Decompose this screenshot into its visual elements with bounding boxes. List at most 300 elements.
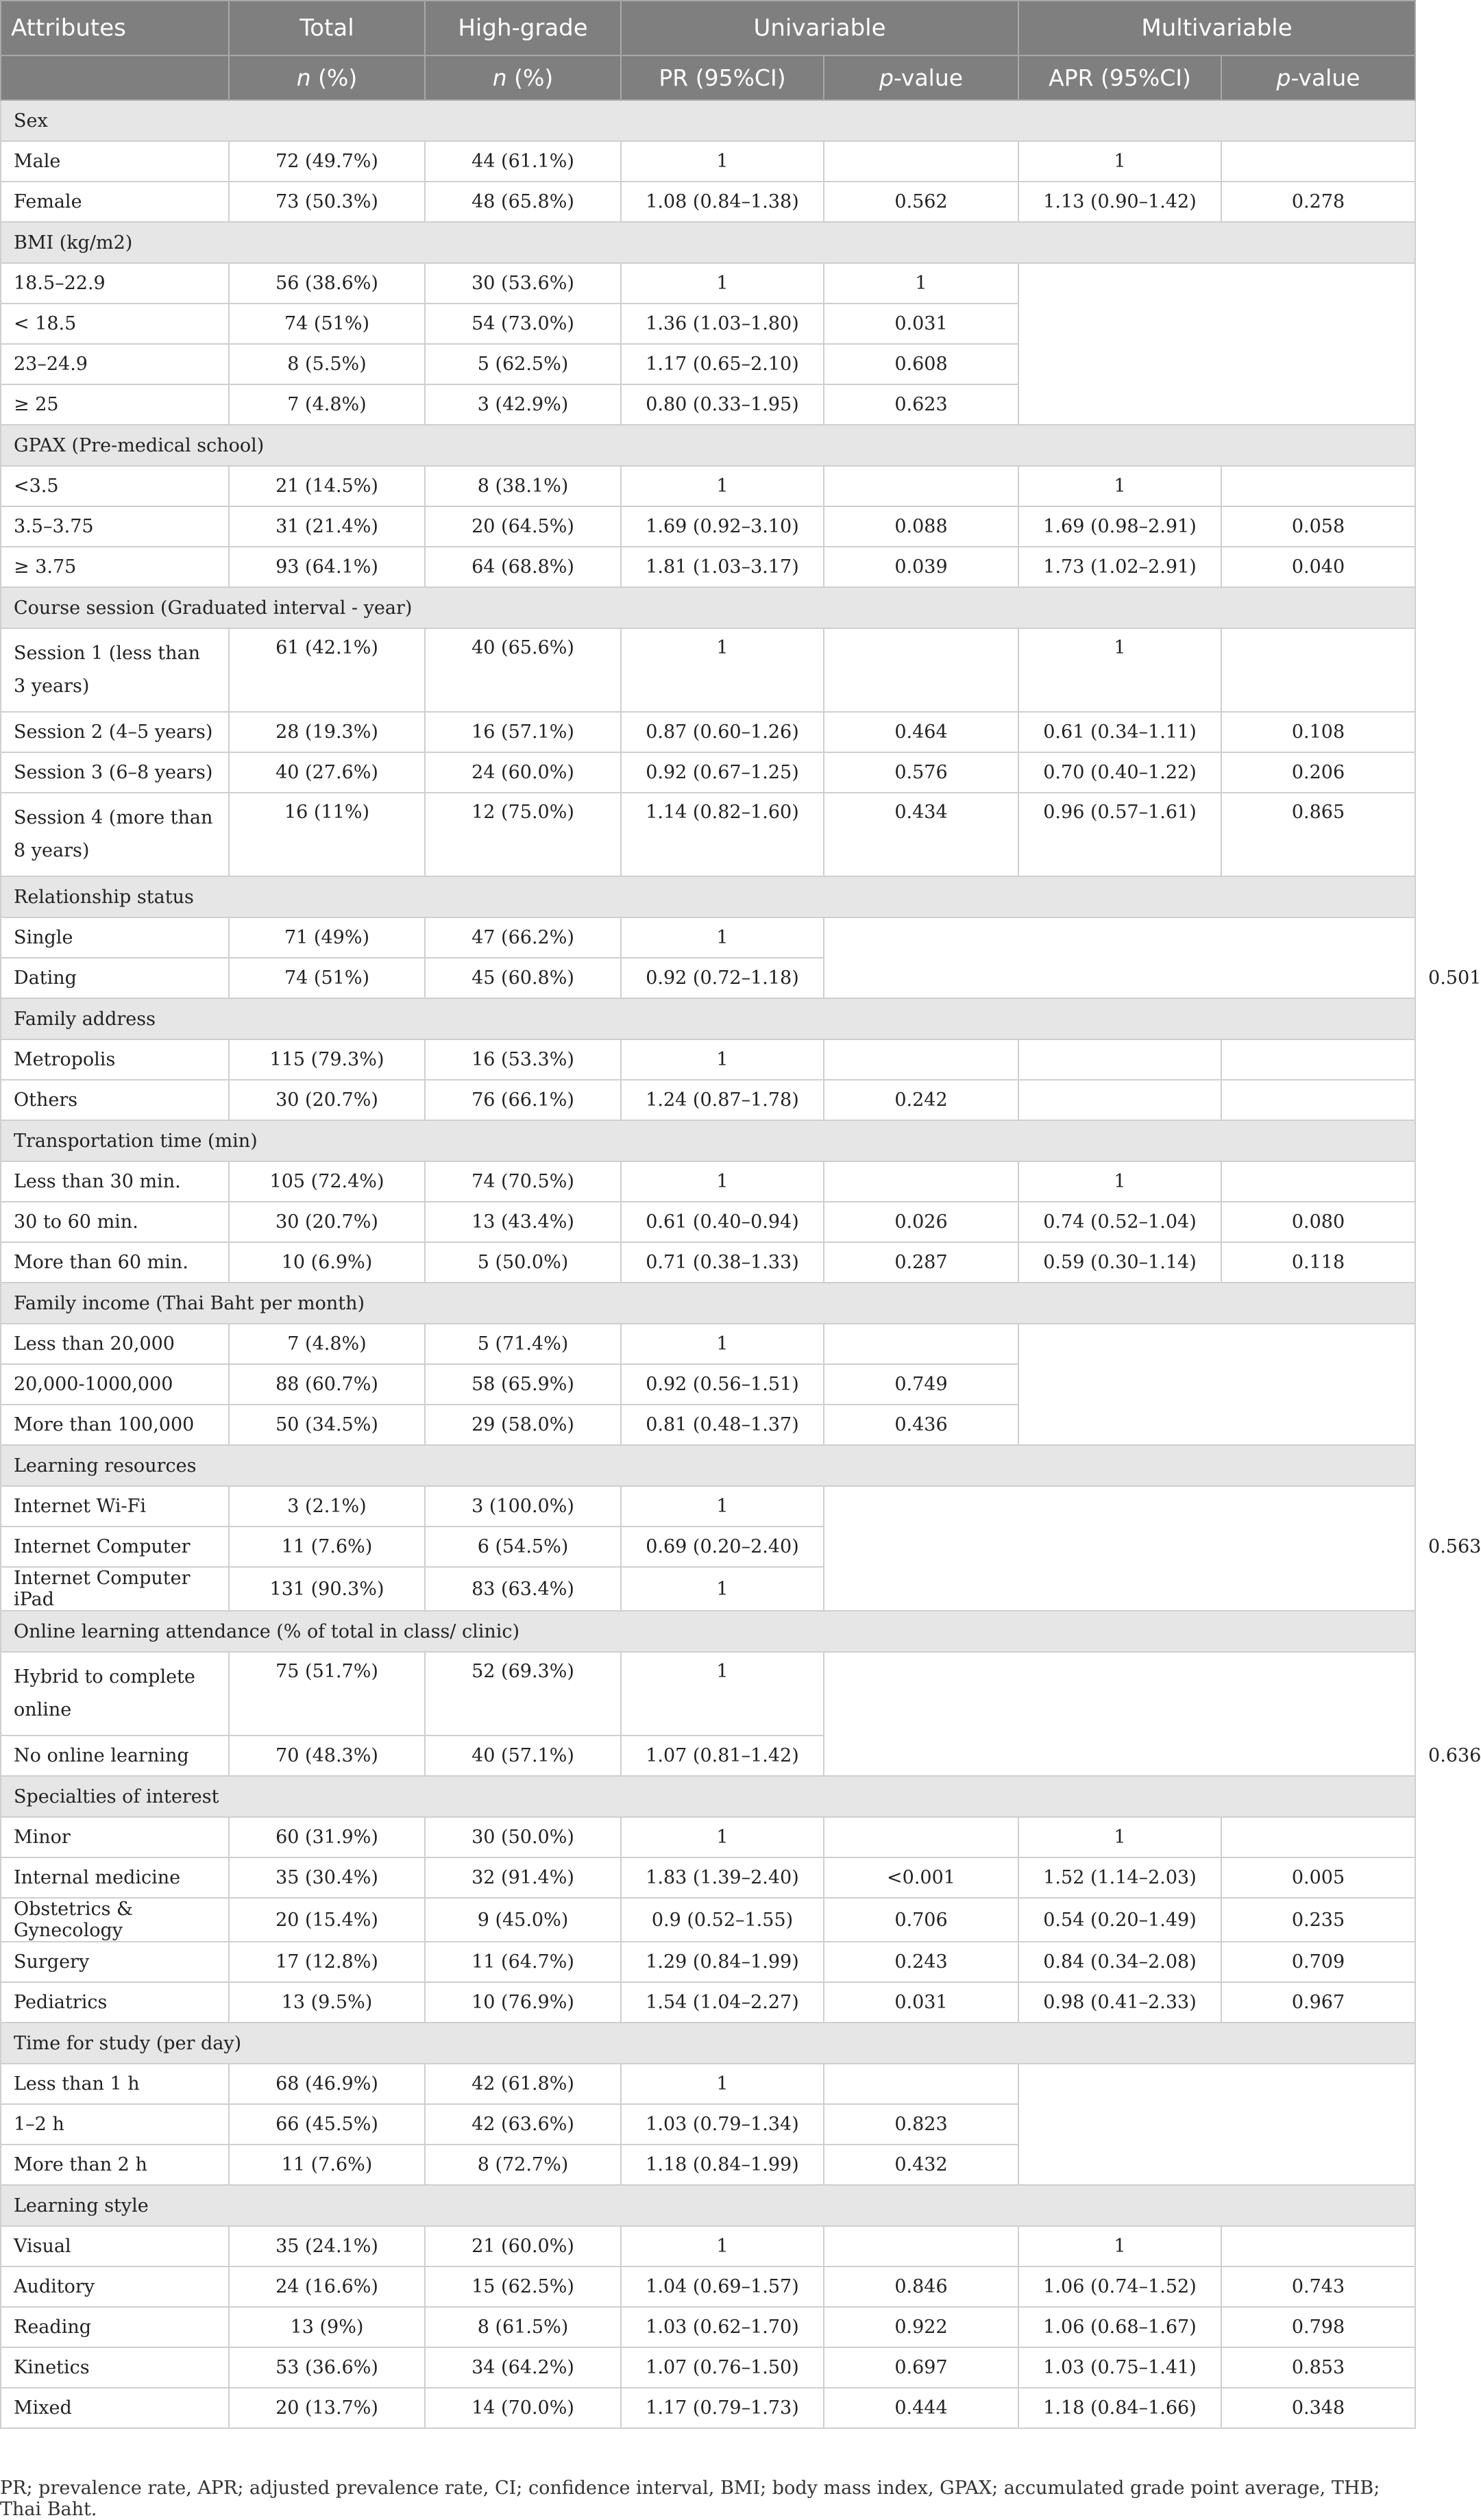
p-value-cell xyxy=(824,141,1018,182)
blank-span-cell xyxy=(824,1652,1415,1776)
row-label: Reading xyxy=(1,2307,229,2347)
total-cell: 31 (21.4%) xyxy=(229,506,425,547)
section-row xyxy=(1,2023,1415,2064)
n-italic: n xyxy=(492,64,507,91)
row-label: Auditory xyxy=(1,2266,229,2307)
p-suffix: -value xyxy=(1290,64,1360,91)
pr-cell: 1 xyxy=(621,1039,824,1080)
table-row xyxy=(1,506,1415,547)
row-label: 23–24.9 xyxy=(1,344,229,384)
pr-cell: 1.69 (0.92–3.10) xyxy=(621,506,824,547)
blank-span-cell xyxy=(1018,263,1415,425)
total-cell: 68 (46.9%) xyxy=(229,2064,425,2104)
total-cell: 131 (90.3%) xyxy=(229,1567,425,1611)
high-grade-cell: 40 (57.1%) xyxy=(425,1735,621,1776)
pr-cell: 1 xyxy=(621,141,824,182)
pct-suffix: (%) xyxy=(310,64,358,91)
pr-cell: 1 xyxy=(621,1817,824,1857)
pr-cell: 1.07 (0.76–1.50) xyxy=(621,2347,824,2388)
row-label: Surgery xyxy=(1,1942,229,1982)
header-p-value xyxy=(824,55,1018,100)
adj-p-value-cell: 0.005 xyxy=(1221,1857,1415,1898)
pr-cell: 1 xyxy=(621,628,824,712)
total-cell: 16 (11%) xyxy=(229,793,425,876)
p-value-cell: 0.922 xyxy=(824,2307,1018,2347)
section-title: Relationship status xyxy=(1,876,1415,917)
pr-cell: 1.04 (0.69–1.57) xyxy=(621,2266,824,2307)
adj-p-value-cell: 0.040 xyxy=(1221,547,1415,587)
high-grade-cell: 15 (62.5%) xyxy=(425,2266,621,2307)
p-value-cell: 0.562 xyxy=(824,182,1018,222)
high-grade-cell: 11 (64.7%) xyxy=(425,1942,621,1982)
high-grade-cell: 20 (64.5%) xyxy=(425,506,621,547)
header-row-1 xyxy=(1,1,1415,55)
section-row xyxy=(1,1445,1415,1486)
row-label: Others xyxy=(1,1080,229,1120)
table-row xyxy=(1,2266,1415,2307)
p-value-cell: 0.243 xyxy=(824,1942,1018,1982)
row-label: Internet Computer iPad xyxy=(1,1567,229,1611)
n-italic: n xyxy=(296,64,311,91)
row-label: Session 2 (4–5 years) xyxy=(1,712,229,752)
row-label: ≥ 3.75 xyxy=(1,547,229,587)
row-label: ≥ 25 xyxy=(1,384,229,425)
apr-cell: 0.84 (0.34–2.08) xyxy=(1018,1942,1221,1982)
section-row xyxy=(1,876,1415,917)
table-row: Dating 74 (51%) 45 (60.8%) 0.92 (0.72–1.18) 0.501 xyxy=(1,958,1415,998)
section-title: GPAX (Pre-medical school) xyxy=(1,425,1415,466)
pr-cell: 1.36 (1.03–1.80) xyxy=(621,304,824,344)
total-cell: 13 (9%) xyxy=(229,2307,425,2347)
p-value-cell: 0.749 xyxy=(824,1364,1018,1405)
apr-cell: 1.69 (0.98–2.91) xyxy=(1018,506,1221,547)
total-cell: 75 (51.7%) xyxy=(229,1652,425,1735)
apr-cell: 1 xyxy=(1018,141,1221,182)
row-label: Dating xyxy=(1,958,229,998)
table-row xyxy=(1,712,1415,752)
table-row xyxy=(1,917,1415,958)
pr-cell: 1 xyxy=(621,1652,824,1735)
total-cell: 20 (13.7%) xyxy=(229,2388,425,2428)
section-row xyxy=(1,1283,1415,1324)
high-grade-cell: 29 (58.0%) xyxy=(425,1405,621,1445)
apr-cell: 0.59 (0.30–1.14) xyxy=(1018,1242,1221,1283)
row-label: Hybrid to complete online xyxy=(1,1652,229,1735)
p-value-cell: 0.623 xyxy=(824,384,1018,425)
pr-cell: 1 xyxy=(621,263,824,304)
row-label: Session 1 (less than 3 years) xyxy=(1,628,229,712)
section-row xyxy=(1,1776,1415,1817)
adj-p-value-cell xyxy=(1221,466,1415,506)
section-title: Learning resources xyxy=(1,1445,1415,1486)
adj-p-value-cell xyxy=(1221,2226,1415,2266)
table-row xyxy=(1,182,1415,222)
p-value-cell: <0.001 xyxy=(824,1857,1018,1898)
apr-cell: 1 xyxy=(1018,1161,1221,1202)
p-value-cell: 0.697 xyxy=(824,2347,1018,2388)
pct-suffix: (%) xyxy=(506,64,554,91)
total-cell: 74 (51%) xyxy=(229,304,425,344)
apr-cell: 0.98 (0.41–2.33) xyxy=(1018,1982,1221,2023)
row-label: 3.5–3.75 xyxy=(1,506,229,547)
high-grade-cell: 8 (38.1%) xyxy=(425,466,621,506)
header-blank xyxy=(1,55,229,100)
header-total-n xyxy=(229,55,425,100)
p-value-cell: 0.434 xyxy=(824,793,1018,876)
header-multivariable: Multivariable xyxy=(1018,1,1415,55)
section-title: Sex xyxy=(1,100,1415,141)
header-adj-p-value xyxy=(1221,55,1415,100)
p-value-cell: 0.031 xyxy=(824,1982,1018,2023)
total-cell: 11 (7.6%) xyxy=(229,2145,425,2185)
pr-cell: 0.9 (0.52–1.55) xyxy=(621,1898,824,1942)
table-row xyxy=(1,1857,1415,1898)
total-cell: 7 (4.8%) xyxy=(229,384,425,425)
table-row: Internet Computer 11 (7.6%) 6 (54.5%) 0.69 (0.20–2.40) 0.563 xyxy=(1,1527,1415,1567)
total-cell: 72 (49.7%) xyxy=(229,141,425,182)
section-title: Specialties of interest xyxy=(1,1776,1415,1817)
pr-cell: 1.03 (0.79–1.34) xyxy=(621,2104,824,2145)
total-cell: 66 (45.5%) xyxy=(229,2104,425,2145)
total-cell: 50 (34.5%) xyxy=(229,1405,425,1445)
high-grade-cell: 5 (50.0%) xyxy=(425,1242,621,1283)
section-row xyxy=(1,1120,1415,1161)
total-cell: 21 (14.5%) xyxy=(229,466,425,506)
table-row xyxy=(1,1202,1415,1242)
pr-cell: 1.81 (1.03–3.17) xyxy=(621,547,824,587)
table-row xyxy=(1,1942,1415,1982)
pr-cell: 1.14 (0.82–1.60) xyxy=(621,793,824,876)
pr-cell: 1.18 (0.84–1.99) xyxy=(621,2145,824,2185)
high-grade-cell: 6 (54.5%) xyxy=(425,1527,621,1567)
row-label: Less than 1 h xyxy=(1,2064,229,2104)
high-grade-cell: 24 (60.0%) xyxy=(425,752,621,793)
pr-cell: 1 xyxy=(621,1567,824,1611)
table-row xyxy=(1,263,1415,304)
p-value-cell: 0.436 xyxy=(824,1405,1018,1445)
adj-p-value-cell: 0.278 xyxy=(1221,182,1415,222)
adj-p-value-cell xyxy=(1221,1039,1415,1080)
apr-cell: 1.03 (0.75–1.41) xyxy=(1018,2347,1221,2388)
p-value-cell xyxy=(824,628,1018,712)
pr-cell: 1 xyxy=(621,1486,824,1527)
apr-cell: 0.61 (0.34–1.11) xyxy=(1018,712,1221,752)
section-row xyxy=(1,222,1415,263)
apr-cell xyxy=(1018,1080,1221,1120)
total-cell: 20 (15.4%) xyxy=(229,1898,425,1942)
apr-cell: 1 xyxy=(1018,466,1221,506)
p-italic: p xyxy=(879,64,894,91)
adj-p-value-cell: 0.709 xyxy=(1221,1942,1415,1982)
section-title: BMI (kg/m2) xyxy=(1,222,1415,263)
p-value-cell: 0.432 xyxy=(824,2145,1018,2185)
high-grade-cell: 30 (50.0%) xyxy=(425,1817,621,1857)
table-row xyxy=(1,2388,1415,2428)
adj-p-value-cell: 0.853 xyxy=(1221,2347,1415,2388)
p-value-cell: 0.576 xyxy=(824,752,1018,793)
table-row xyxy=(1,141,1415,182)
row-label: <3.5 xyxy=(1,466,229,506)
high-grade-cell: 16 (53.3%) xyxy=(425,1039,621,1080)
pr-cell: 1.17 (0.79–1.73) xyxy=(621,2388,824,2428)
row-label: Female xyxy=(1,182,229,222)
total-cell: 28 (19.3%) xyxy=(229,712,425,752)
high-grade-cell: 64 (68.8%) xyxy=(425,547,621,587)
p-value-cell: 0.026 xyxy=(824,1202,1018,1242)
table-row xyxy=(1,1161,1415,1202)
row-label: Session 4 (more than 8 years) xyxy=(1,793,229,876)
apr-cell: 1 xyxy=(1018,628,1221,712)
row-label: Minor xyxy=(1,1817,229,1857)
total-cell: 74 (51%) xyxy=(229,958,425,998)
pr-cell: 1 xyxy=(621,917,824,958)
total-cell: 35 (24.1%) xyxy=(229,2226,425,2266)
pr-cell: 0.80 (0.33–1.95) xyxy=(621,384,824,425)
section-title: Learning style xyxy=(1,2185,1415,2226)
row-label: No online learning xyxy=(1,1735,229,1776)
adj-p-value-cell: 0.967 xyxy=(1221,1982,1415,2023)
header-row-2 xyxy=(1,55,1415,100)
table-row xyxy=(1,1080,1415,1120)
section-row xyxy=(1,998,1415,1039)
high-grade-cell: 8 (61.5%) xyxy=(425,2307,621,2347)
section-title: Course session (Graduated interval - year) xyxy=(1,587,1415,628)
table-row xyxy=(1,1898,1415,1942)
p-italic: p xyxy=(1276,64,1291,91)
section-row xyxy=(1,100,1415,141)
total-cell: 73 (50.3%) xyxy=(229,182,425,222)
pr-cell: 1.07 (0.81–1.42) xyxy=(621,1735,824,1776)
table-row xyxy=(1,2307,1415,2347)
total-cell: 7 (4.8%) xyxy=(229,1324,425,1364)
adj-p-value-cell xyxy=(1221,1161,1415,1202)
row-label: Less than 20,000 xyxy=(1,1324,229,1364)
section-title: Time for study (per day) xyxy=(1,2023,1415,2064)
high-grade-cell: 40 (65.6%) xyxy=(425,628,621,712)
table-row xyxy=(1,2064,1415,2104)
p-value-cell xyxy=(824,2226,1018,2266)
row-label: Male xyxy=(1,141,229,182)
high-grade-cell: 34 (64.2%) xyxy=(425,2347,621,2388)
adj-p-value-cell: 0.080 xyxy=(1221,1202,1415,1242)
apr-cell xyxy=(1018,1039,1221,1080)
adj-p-value-cell: 0.118 xyxy=(1221,1242,1415,1283)
row-label: Visual xyxy=(1,2226,229,2266)
table-row xyxy=(1,2226,1415,2266)
row-label: Internet Wi-Fi xyxy=(1,1486,229,1527)
p-value-cell xyxy=(824,2064,1018,2104)
adj-p-value-cell: 0.108 xyxy=(1221,712,1415,752)
p-value-cell: 0.464 xyxy=(824,712,1018,752)
apr-cell: 0.70 (0.40–1.22) xyxy=(1018,752,1221,793)
high-grade-cell: 32 (91.4%) xyxy=(425,1857,621,1898)
high-grade-cell: 42 (63.6%) xyxy=(425,2104,621,2145)
adj-p-value-cell: 0.348 xyxy=(1221,2388,1415,2428)
adj-p-value-cell: 0.235 xyxy=(1221,1898,1415,1942)
apr-cell: 0.96 (0.57–1.61) xyxy=(1018,793,1221,876)
pr-cell: 0.81 (0.48–1.37) xyxy=(621,1405,824,1445)
p-value-cell: 0.039 xyxy=(824,547,1018,587)
high-grade-cell: 58 (65.9%) xyxy=(425,1364,621,1405)
header-pr-ci: PR (95%CI) xyxy=(621,55,824,100)
table-row xyxy=(1,2347,1415,2388)
adj-p-value-cell: 0.058 xyxy=(1221,506,1415,547)
total-cell: 88 (60.7%) xyxy=(229,1364,425,1405)
pr-cell: 1 xyxy=(621,2064,824,2104)
high-grade-cell: 13 (43.4%) xyxy=(425,1202,621,1242)
total-cell: 53 (36.6%) xyxy=(229,2347,425,2388)
total-cell: 17 (12.8%) xyxy=(229,1942,425,1982)
pr-cell: 0.71 (0.38–1.33) xyxy=(621,1242,824,1283)
table-row xyxy=(1,1486,1415,1527)
adj-p-value-cell: 0.206 xyxy=(1221,752,1415,793)
pr-cell: 1 xyxy=(621,2226,824,2266)
header-high-n xyxy=(425,55,621,100)
section-title: Family address xyxy=(1,998,1415,1039)
table-row xyxy=(1,1652,1415,1735)
total-cell: 13 (9.5%) xyxy=(229,1982,425,2023)
section-title: Online learning attendance (% of total in class/ clinic) xyxy=(1,1611,1415,1652)
section-row xyxy=(1,2185,1415,2226)
row-label: Mixed xyxy=(1,2388,229,2428)
apr-cell: 1.73 (1.02–2.91) xyxy=(1018,547,1221,587)
total-cell: 8 (5.5%) xyxy=(229,344,425,384)
header-total: Total xyxy=(229,1,425,55)
pr-cell: 1.08 (0.84–1.38) xyxy=(621,182,824,222)
p-suffix: -value xyxy=(893,64,964,91)
high-grade-cell: 76 (66.1%) xyxy=(425,1080,621,1120)
high-grade-cell: 3 (42.9%) xyxy=(425,384,621,425)
row-label: 20,000-1000,000 xyxy=(1,1364,229,1405)
high-grade-cell: 45 (60.8%) xyxy=(425,958,621,998)
pr-cell: 1.17 (0.65–2.10) xyxy=(621,344,824,384)
blank-span-cell xyxy=(1018,1324,1415,1445)
apr-cell: 1.18 (0.84–1.66) xyxy=(1018,2388,1221,2428)
high-grade-cell: 16 (57.1%) xyxy=(425,712,621,752)
row-label: Pediatrics xyxy=(1,1982,229,2023)
adj-p-value-cell xyxy=(1221,141,1415,182)
table-row xyxy=(1,466,1415,506)
pr-cell: 1.03 (0.62–1.70) xyxy=(621,2307,824,2347)
high-grade-cell: 48 (65.8%) xyxy=(425,182,621,222)
row-label: Obstetrics & Gynecology xyxy=(1,1898,229,1942)
row-label: More than 2 h xyxy=(1,2145,229,2185)
pr-cell: 1.83 (1.39–2.40) xyxy=(621,1857,824,1898)
header-apr-ci: APR (95%CI) xyxy=(1018,55,1221,100)
table-row xyxy=(1,752,1415,793)
high-grade-cell: 54 (73.0%) xyxy=(425,304,621,344)
pr-cell: 0.92 (0.72–1.18) xyxy=(621,958,824,998)
row-label: Internal medicine xyxy=(1,1857,229,1898)
table-row xyxy=(1,628,1415,712)
total-cell: 30 (20.7%) xyxy=(229,1202,425,1242)
row-label: Less than 30 min. xyxy=(1,1161,229,1202)
apr-cell: 0.54 (0.20–1.49) xyxy=(1018,1898,1221,1942)
table-row xyxy=(1,793,1415,876)
pr-cell: 0.87 (0.60–1.26) xyxy=(621,712,824,752)
high-grade-cell: 42 (61.8%) xyxy=(425,2064,621,2104)
row-label: < 18.5 xyxy=(1,304,229,344)
header-attributes: Attributes xyxy=(1,1,229,55)
total-cell: 71 (49%) xyxy=(229,917,425,958)
high-grade-cell: 5 (62.5%) xyxy=(425,344,621,384)
apr-cell: 0.74 (0.52–1.04) xyxy=(1018,1202,1221,1242)
apr-cell: 1.06 (0.68–1.67) xyxy=(1018,2307,1221,2347)
adj-p-value-cell: 0.865 xyxy=(1221,793,1415,876)
high-grade-cell: 14 (70.0%) xyxy=(425,2388,621,2428)
pr-cell: 0.61 (0.40–0.94) xyxy=(621,1202,824,1242)
apr-cell: 1.52 (1.14–2.03) xyxy=(1018,1857,1221,1898)
blank-span-cell xyxy=(824,917,1415,998)
p-value-cell xyxy=(824,1817,1018,1857)
row-label: 1–2 h xyxy=(1,2104,229,2145)
total-cell: 35 (30.4%) xyxy=(229,1857,425,1898)
total-cell: 70 (48.3%) xyxy=(229,1735,425,1776)
p-value-cell: 0.823 xyxy=(824,2104,1018,2145)
pr-cell: 1.54 (1.04–2.27) xyxy=(621,1982,824,2023)
row-label: More than 100,000 xyxy=(1,1405,229,1445)
section-row xyxy=(1,425,1415,466)
high-grade-cell: 5 (71.4%) xyxy=(425,1324,621,1364)
p-value-cell xyxy=(824,466,1018,506)
high-grade-cell: 30 (53.6%) xyxy=(425,263,621,304)
p-value-cell: 0.031 xyxy=(824,304,1018,344)
p-value-cell xyxy=(824,1324,1018,1364)
total-cell: 115 (79.3%) xyxy=(229,1039,425,1080)
header-high-grade: High-grade xyxy=(425,1,621,55)
pr-cell: 1 xyxy=(621,1161,824,1202)
row-label: 18.5–22.9 xyxy=(1,263,229,304)
row-label: More than 60 min. xyxy=(1,1242,229,1283)
total-cell: 24 (16.6%) xyxy=(229,2266,425,2307)
total-cell: 10 (6.9%) xyxy=(229,1242,425,1283)
table-footnote: PR; prevalence rate, APR; adjusted prevalence rate, CI; confidence interval, BMI; body mass index, GPAX; accumulated grade point average, THB; Thai Baht. xyxy=(0,2478,1380,2520)
adj-p-value-cell xyxy=(1221,628,1415,712)
total-cell: 56 (38.6%) xyxy=(229,263,425,304)
high-grade-cell: 52 (69.3%) xyxy=(425,1652,621,1735)
total-cell: 40 (27.6%) xyxy=(229,752,425,793)
table-body xyxy=(1,100,1481,2428)
pr-cell: 0.92 (0.56–1.51) xyxy=(621,1364,824,1405)
pr-cell: 0.69 (0.20–2.40) xyxy=(621,1527,824,1567)
header-univariable: Univariable xyxy=(621,1,1018,55)
p-value-cell xyxy=(824,1039,1018,1080)
row-label: Kinetics xyxy=(1,2347,229,2388)
total-cell: 61 (42.1%) xyxy=(229,628,425,712)
pr-cell: 1 xyxy=(621,1324,824,1364)
apr-cell: 1.06 (0.74–1.52) xyxy=(1018,2266,1221,2307)
high-grade-cell: 44 (61.1%) xyxy=(425,141,621,182)
adj-p-value-cell: 0.798 xyxy=(1221,2307,1415,2347)
total-cell: 11 (7.6%) xyxy=(229,1527,425,1567)
p-value-cell: 0.287 xyxy=(824,1242,1018,1283)
row-label: Metropolis xyxy=(1,1039,229,1080)
high-grade-cell: 3 (100.0%) xyxy=(425,1486,621,1527)
total-cell: 105 (72.4%) xyxy=(229,1161,425,1202)
table-row xyxy=(1,1324,1415,1364)
row-label: Session 3 (6–8 years) xyxy=(1,752,229,793)
blank-span-cell xyxy=(824,1486,1415,1611)
table-row xyxy=(1,547,1415,587)
total-cell: 3 (2.1%) xyxy=(229,1486,425,1527)
pr-cell: 1.24 (0.87–1.78) xyxy=(621,1080,824,1120)
row-label: Internet Computer xyxy=(1,1527,229,1567)
apr-cell: 1 xyxy=(1018,2226,1221,2266)
table-row: No online learning 70 (48.3%) 40 (57.1%) 1.07 (0.81–1.42) 0.636 xyxy=(1,1735,1415,1776)
p-value-cell: 0.608 xyxy=(824,344,1018,384)
p-value-cell: 0.706 xyxy=(824,1898,1018,1942)
apr-cell: 1 xyxy=(1018,1817,1221,1857)
